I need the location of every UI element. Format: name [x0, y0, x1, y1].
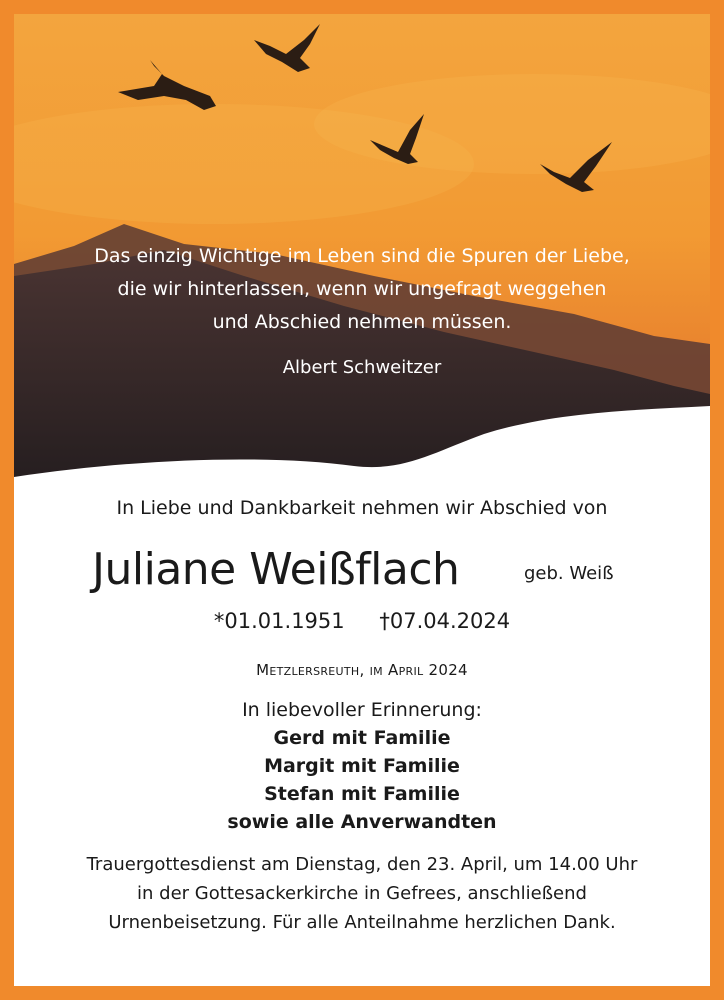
quote-line: Das einzig Wichtige im Leben sind die Spuren der Liebe, [94, 245, 630, 267]
quote-line: und Abschied nehmen müssen. [212, 311, 512, 333]
birth-date: *01.01.1951 [213, 609, 345, 633]
family-line: Margit mit Familie [264, 755, 460, 777]
service-line: Trauergottesdienst am Dienstag, den 23. April, um 14.00 Uhr [86, 854, 638, 875]
service-line: Urnenbeisetzung. Für alle Anteilnahme herzlichen Dank. [108, 912, 616, 933]
place-date: Metzlersreuth, im April 2024 [256, 661, 468, 679]
memory-label: In liebevoller Erinnerung: [242, 699, 482, 721]
quote-line: die wir hinterlassen, wenn wir ungefragt weggehen [117, 278, 607, 300]
name-row [14, 538, 710, 618]
maiden-name: geb. Weiß [524, 563, 614, 584]
family-line: Gerd mit Familie [273, 727, 451, 749]
notice-content [14, 494, 710, 937]
quote-author: Albert Schweitzer [282, 357, 442, 378]
death-date: †07.04.2024 [379, 609, 511, 633]
intro-text: In Liebe und Dankbarkeit nehmen wir Abschied von [116, 497, 608, 519]
obituary-card [14, 14, 710, 986]
deceased-name: Juliane Weißflach [92, 544, 460, 595]
service-line: in der Gottesackerkirche in Gefrees, anschließend [137, 883, 587, 904]
family-line: sowie alle Anverwandten [227, 811, 497, 833]
service-info [14, 850, 710, 937]
quote-block [14, 240, 710, 384]
family-line: Stefan mit Familie [264, 783, 460, 805]
